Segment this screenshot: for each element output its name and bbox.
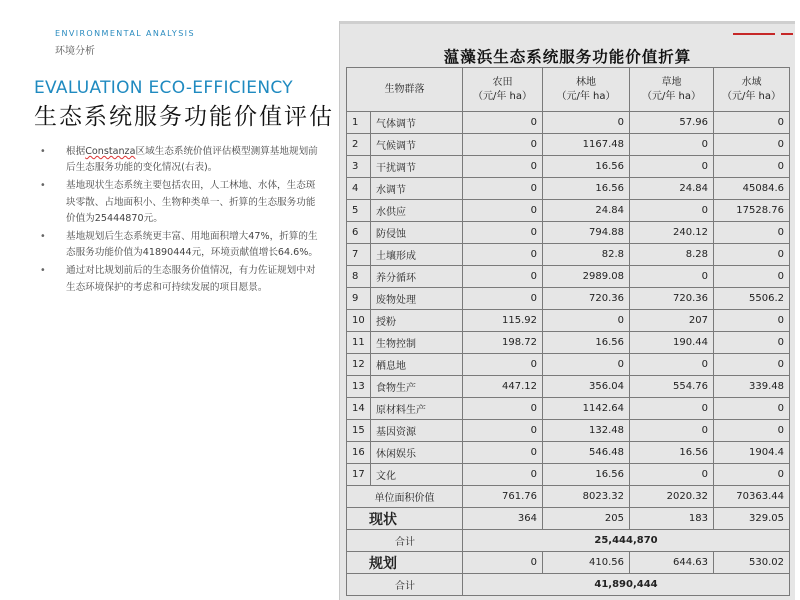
value-cell: 0: [714, 310, 790, 332]
value-cell: 0: [463, 266, 543, 288]
value-cell: 0: [463, 354, 543, 376]
value-cell: 2989.08: [543, 266, 630, 288]
planned-row: [347, 552, 790, 574]
constanza-term: Constanza: [85, 146, 136, 157]
table-row: [347, 156, 790, 178]
row-index: 11: [347, 332, 371, 354]
section-title-english: EVALUATION ECO-EFFICIENCY: [34, 78, 293, 98]
value-cell: 16.56: [543, 156, 630, 178]
value-cell: 0: [714, 244, 790, 266]
value-cell: 0: [463, 156, 543, 178]
table-row: [347, 178, 790, 200]
value-cell: 0: [463, 288, 543, 310]
value-cell: 0: [543, 310, 630, 332]
value-cell: 0: [463, 420, 543, 442]
unit-value-label: 单位面积价值: [347, 486, 463, 508]
row-service-name: 生物控制: [371, 332, 463, 354]
bullet-list: [40, 144, 325, 298]
col-unit: （元/年 ha）: [641, 90, 701, 102]
col-unit: （元/年 ha）: [472, 90, 532, 102]
value-cell: 356.04: [543, 376, 630, 398]
row-service-name: 休闲娱乐: [371, 442, 463, 464]
header-english: ENVIRONMENTAL ANALYSIS: [55, 29, 195, 38]
col-name: 水域: [741, 76, 762, 88]
value-cell: 339.48: [714, 376, 790, 398]
value-cell: 0: [463, 398, 543, 420]
value-cell: 16.56: [543, 178, 630, 200]
planned-row-label: [347, 552, 463, 574]
value-cell: 24.84: [543, 200, 630, 222]
current-row-label: [347, 508, 463, 530]
value-cell: 24.84: [630, 178, 714, 200]
row-service-name: 防侵蚀: [371, 222, 463, 244]
row-service-name: 基因资源: [371, 420, 463, 442]
table-row: [347, 398, 790, 420]
table-row: [347, 134, 790, 156]
accent-mark: [733, 33, 775, 35]
value-cell: 0: [463, 178, 543, 200]
current-row-title: 现状: [369, 511, 397, 528]
table-row: [347, 200, 790, 222]
row-service-name: 干扰调节: [371, 156, 463, 178]
row-service-name: 水供应: [371, 200, 463, 222]
table-row: [347, 464, 790, 486]
value-cell: 546.48: [543, 442, 630, 464]
eco-value-table: [346, 67, 790, 596]
header-col: [463, 68, 543, 112]
value-cell: 0: [463, 200, 543, 222]
value-cell: 0: [630, 420, 714, 442]
value-cell: 1904.4: [714, 442, 790, 464]
col-name: 草地: [661, 76, 682, 88]
value-cell: 0: [630, 464, 714, 486]
value-cell: 0: [714, 398, 790, 420]
bullet-text: 根据: [66, 146, 86, 157]
row-service-name: 原材料生产: [371, 398, 463, 420]
unit-value-cell: 2020.32: [630, 486, 714, 508]
unit-value-cell: 70363.44: [714, 486, 790, 508]
planned-row-title: 规划: [369, 555, 397, 572]
row-service-name: 食物生产: [371, 376, 463, 398]
value-cell: 0: [630, 266, 714, 288]
value-cell: 794.88: [543, 222, 630, 244]
table-row: [347, 332, 790, 354]
row-service-name: 文化: [371, 464, 463, 486]
value-cell: 0: [630, 156, 714, 178]
row-index: 9: [347, 288, 371, 310]
value-cell: 45084.6: [714, 178, 790, 200]
area-cell: 364: [463, 508, 543, 530]
bullet-item: [40, 144, 325, 176]
row-index: 17: [347, 464, 371, 486]
row-index: 1: [347, 112, 371, 134]
value-cell: 240.12: [630, 222, 714, 244]
table-row: [347, 288, 790, 310]
area-cell: 205: [543, 508, 630, 530]
value-cell: 0: [463, 134, 543, 156]
value-cell: 720.36: [543, 288, 630, 310]
header-col: [543, 68, 630, 112]
value-cell: 198.72: [463, 332, 543, 354]
area-cell: 329.05: [714, 508, 790, 530]
table-row: [347, 420, 790, 442]
value-cell: 16.56: [630, 442, 714, 464]
value-cell: 0: [463, 112, 543, 134]
total-value: 41,890,444: [463, 574, 790, 596]
table-panel: [339, 21, 795, 600]
table-title: 蕰藻浜生态系统服务功能价值折算: [443, 48, 692, 66]
bullet-text: 区域生态系统价值评估模型测算基地规划前后生态服务功能的变化情况(右表)。: [66, 146, 318, 174]
row-index: 7: [347, 244, 371, 266]
table-row: [347, 442, 790, 464]
planned-row-total-row: [347, 574, 790, 596]
value-cell: 0: [630, 354, 714, 376]
value-cell: 132.48: [543, 420, 630, 442]
table-row: [347, 310, 790, 332]
value-cell: 720.36: [630, 288, 714, 310]
row-service-name: 废物处理: [371, 288, 463, 310]
col-unit: （元/年 ha）: [721, 90, 781, 102]
value-cell: 8.28: [630, 244, 714, 266]
header-col: [630, 68, 714, 112]
value-cell: 0: [714, 420, 790, 442]
row-index: 14: [347, 398, 371, 420]
value-cell: 0: [630, 398, 714, 420]
bullet-item: • 基地现状生态系统主要包括农田，人工林地、水体，生态斑块零散、占地面积小、生物种类单一、折算的生态服务功能价值为25444870元。: [40, 178, 325, 227]
value-cell: 207: [630, 310, 714, 332]
value-cell: 115.92: [463, 310, 543, 332]
row-index: 6: [347, 222, 371, 244]
row-service-name: 气体调节: [371, 112, 463, 134]
table-header-row: [347, 68, 790, 112]
row-index: 13: [347, 376, 371, 398]
header-chinese: 环境分析: [55, 46, 95, 57]
unit-value-cell: 761.76: [463, 486, 543, 508]
unit-value-cell: 8023.32: [543, 486, 630, 508]
area-cell: 183: [630, 508, 714, 530]
row-service-name: 气候调节: [371, 134, 463, 156]
table-row: [347, 354, 790, 376]
row-index: 16: [347, 442, 371, 464]
bullet-item: • 基地规划后生态系统更丰富、用地面积增大47%，折算的生态服务功能价值为41890444元，环境贡献值增长64.6%。: [40, 229, 325, 261]
row-index: 2: [347, 134, 371, 156]
row-service-name: 土壤形成: [371, 244, 463, 266]
area-cell: 0: [463, 552, 543, 574]
table-row: [347, 222, 790, 244]
accent-mark-small: [781, 33, 793, 35]
col-unit: （元/年 ha）: [556, 90, 616, 102]
row-index: 3: [347, 156, 371, 178]
row-index: 15: [347, 420, 371, 442]
col-name: 农田: [492, 76, 513, 88]
total-value: 25,444,870: [463, 530, 790, 552]
value-cell: 0: [714, 112, 790, 134]
current-row-total-row: [347, 530, 790, 552]
total-label: 合计: [347, 574, 463, 596]
value-cell: 0: [714, 354, 790, 376]
value-cell: 0: [714, 332, 790, 354]
row-index: 10: [347, 310, 371, 332]
value-cell: 0: [714, 266, 790, 288]
value-cell: 16.56: [543, 464, 630, 486]
table-row: [347, 112, 790, 134]
header-group: 生物群落: [347, 68, 463, 112]
value-cell: 1142.64: [543, 398, 630, 420]
value-cell: 16.56: [543, 332, 630, 354]
row-service-name: 栖息地: [371, 354, 463, 376]
value-cell: 0: [463, 464, 543, 486]
header-col: [714, 68, 790, 112]
value-cell: 0: [543, 354, 630, 376]
col-name: 林地: [576, 76, 596, 88]
row-service-name: 养分循环: [371, 266, 463, 288]
row-service-name: 授粉: [371, 310, 463, 332]
row-index: 5: [347, 200, 371, 222]
value-cell: 447.12: [463, 376, 543, 398]
value-cell: 17528.76: [714, 200, 790, 222]
table-row: [347, 376, 790, 398]
table-row: [347, 244, 790, 266]
area-cell: 410.56: [543, 552, 630, 574]
section-title-chinese: 生态系统服务功能价值评估: [34, 104, 334, 130]
top-divider: [340, 21, 795, 24]
value-cell: 0: [714, 156, 790, 178]
value-cell: 5506.2: [714, 288, 790, 310]
row-index: 8: [347, 266, 371, 288]
value-cell: 57.96: [630, 112, 714, 134]
value-cell: 0: [630, 134, 714, 156]
value-cell: 0: [463, 222, 543, 244]
value-cell: 0: [463, 244, 543, 266]
area-cell: 530.02: [714, 552, 790, 574]
value-cell: 1167.48: [543, 134, 630, 156]
value-cell: 82.8: [543, 244, 630, 266]
unit-value-row: [347, 486, 790, 508]
area-cell: 644.63: [630, 552, 714, 574]
table-row: [347, 266, 790, 288]
row-index: 12: [347, 354, 371, 376]
value-cell: 0: [714, 222, 790, 244]
value-cell: 0: [463, 442, 543, 464]
value-cell: 190.44: [630, 332, 714, 354]
value-cell: 0: [630, 200, 714, 222]
row-service-name: 水调节: [371, 178, 463, 200]
value-cell: 554.76: [630, 376, 714, 398]
value-cell: 0: [714, 134, 790, 156]
value-cell: 0: [714, 464, 790, 486]
bullet-item: • 通过对比规划前后的生态服务价值情况，有力佐证规划中对生态环境保护的考虑和可持续发展的项目愿景。: [40, 263, 325, 295]
current-row: [347, 508, 790, 530]
row-index: 4: [347, 178, 371, 200]
total-label: 合计: [347, 530, 463, 552]
value-cell: 0: [543, 112, 630, 134]
